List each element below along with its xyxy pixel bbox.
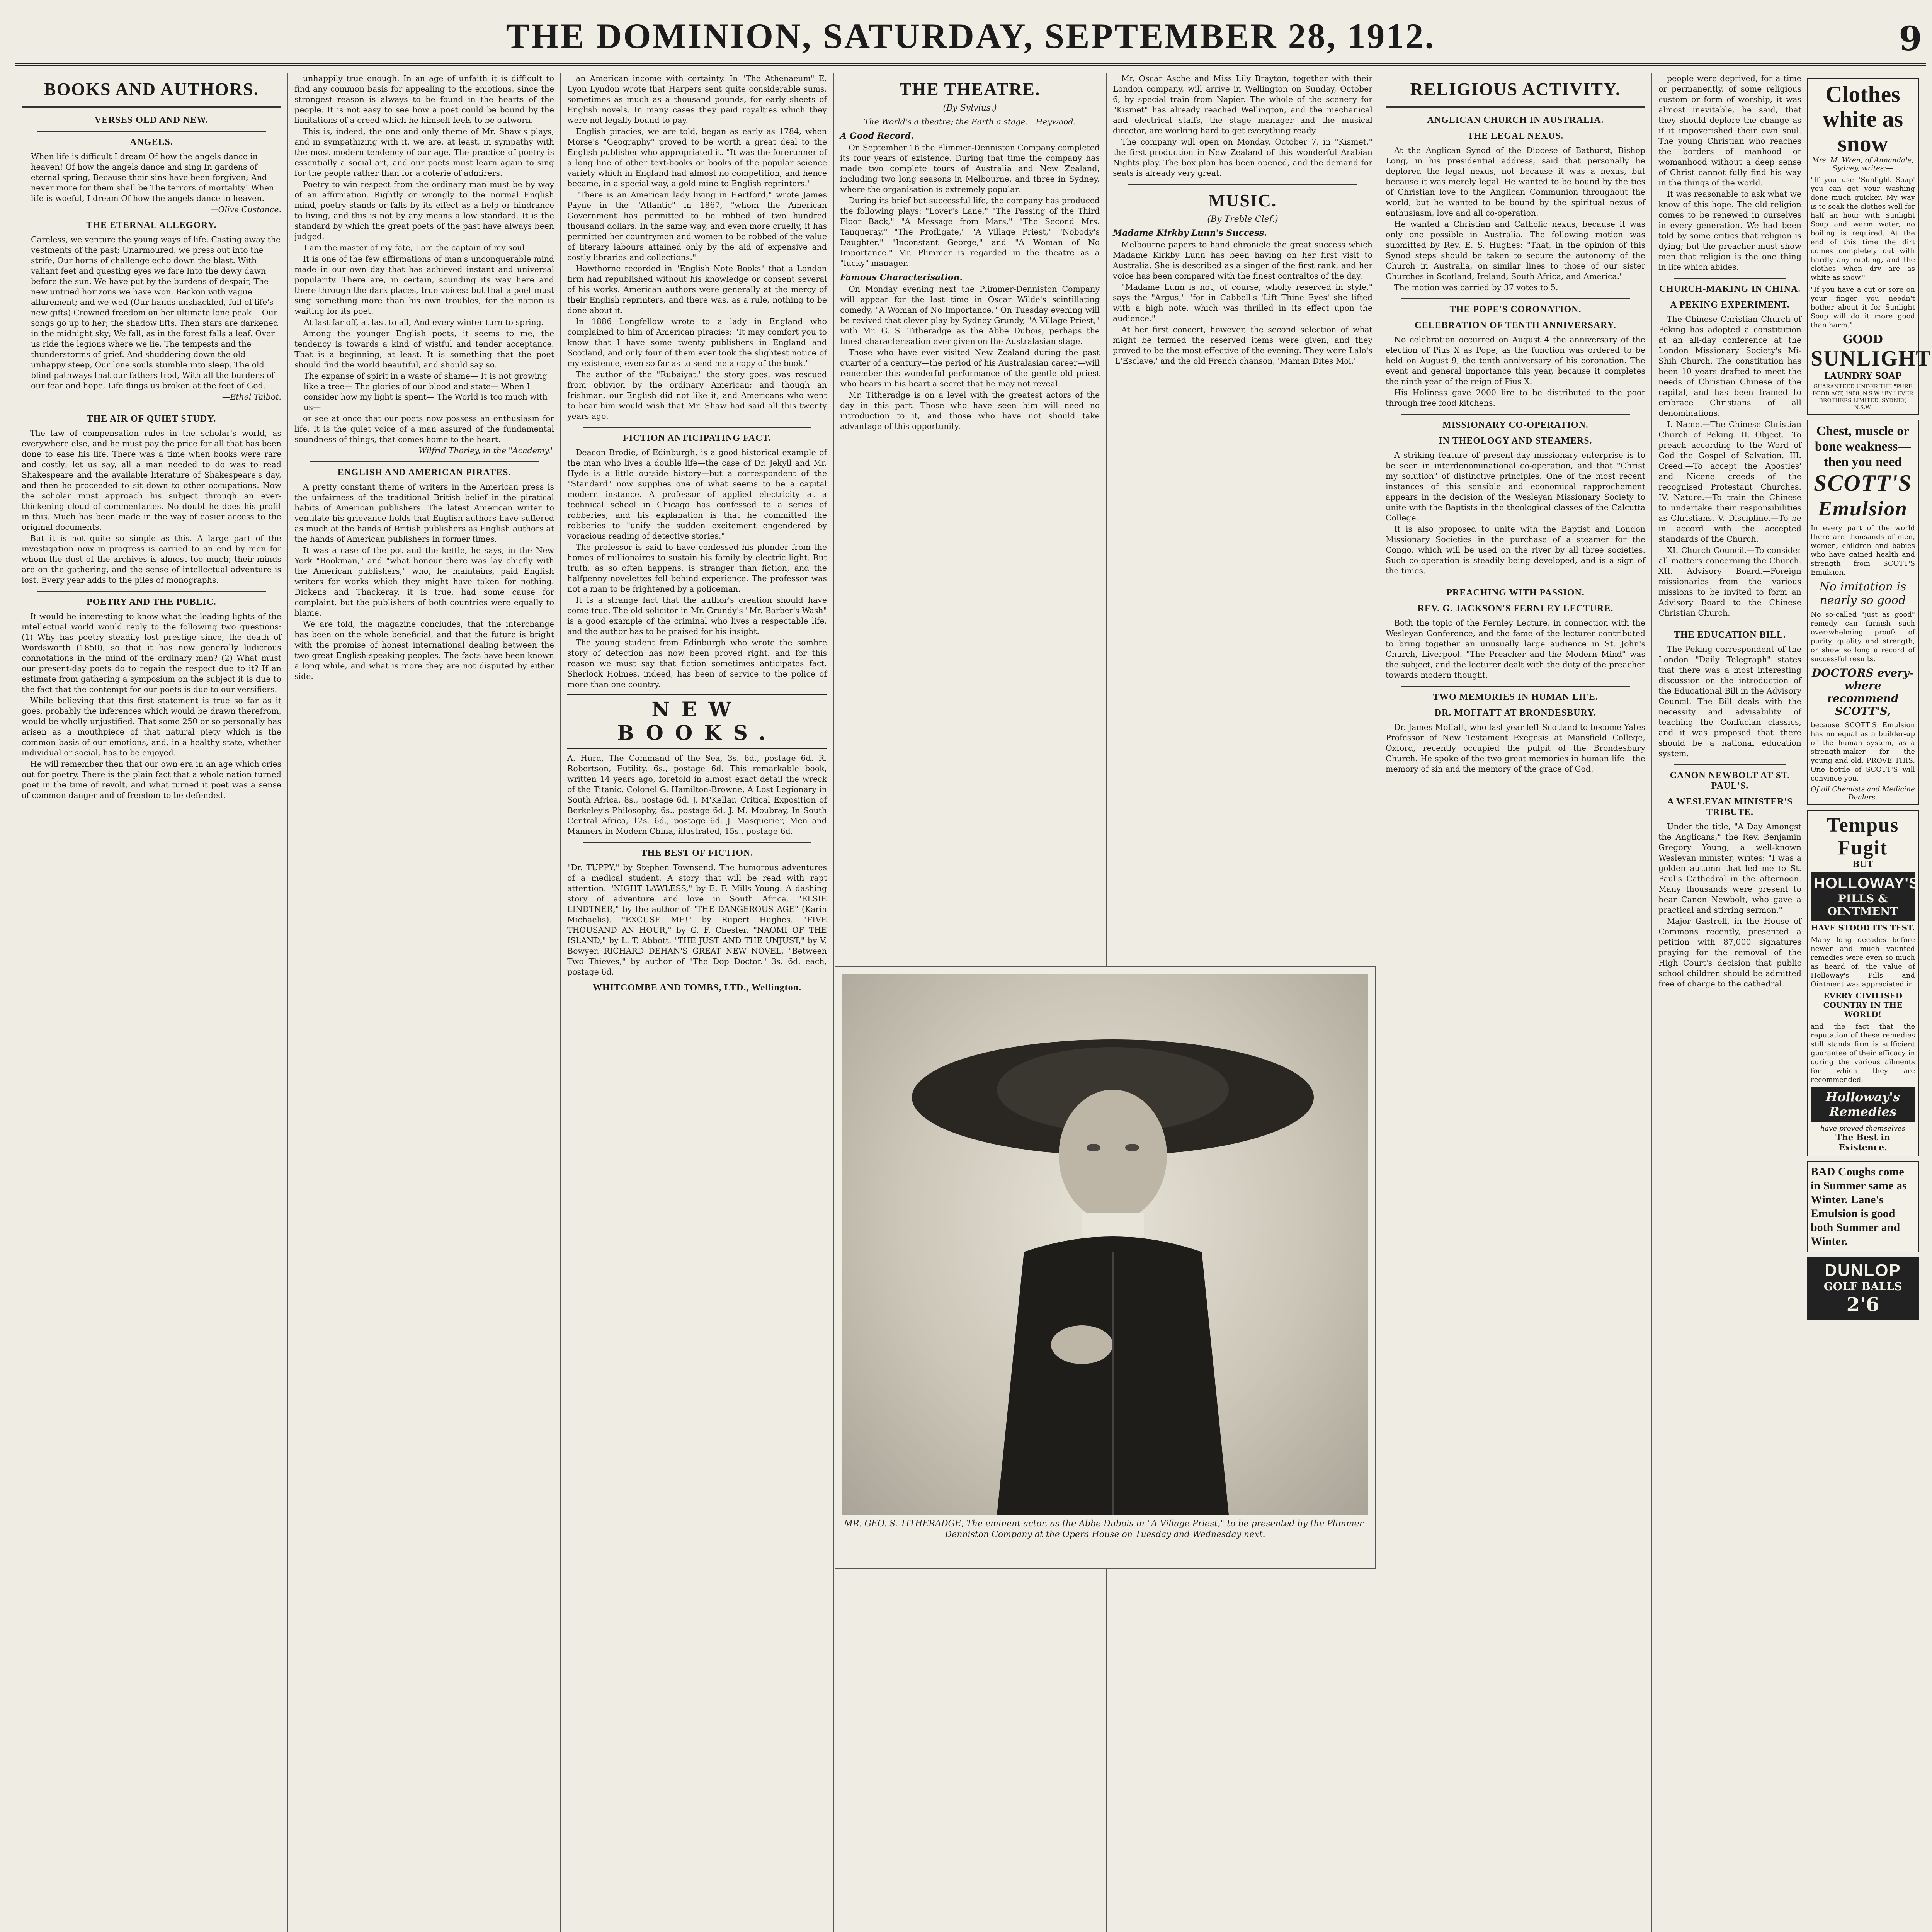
divider bbox=[1128, 184, 1357, 185]
new-books-heading: NEW BOOKS. bbox=[617, 698, 777, 745]
divider bbox=[583, 427, 811, 428]
ad-scotts-doctors: DOCTORS every-where recommend SCOTT'S, bbox=[1812, 667, 1914, 718]
subheading: THE LEGAL NEXUS. bbox=[1467, 131, 1564, 141]
paragraph: The company will open on Monday, October 7, in "Kismet," the first production in New Zealand of this wonderful Arabian Nights play. The box plan has been opened, and the demand for seats is already very great. bbox=[1113, 137, 1372, 178]
ad-scotts bbox=[1807, 420, 1919, 805]
paragraph: We are told, the magazine concludes, that the interchange has been on the whole beneficial, and that the future is bright with the promise of honest international dealing between the two great English-speaking peoples. The facts have been known a long while, and what is more they are not disputed by either side. bbox=[294, 619, 554, 681]
epigraph: The World's a theatre; the Earth a stage.—Heywood. bbox=[864, 117, 1076, 126]
new-books-list: A. Hurd, The Command of the Sea, 3s. 6d., postage 6d. R. Robertson, Futility, 6s., postage 6d. This remarkable book, written 14 years ago, foretold in almost exact detail the wreck of the Titanic. Colonel G. Hamilton-Browne, A Lost Legionary in South Africa, 8s., postage 6d. J. M'Kellar, Critical Exposition of Berkeley's Philosophy, 6s., postage 6d. J. M. Moubray, In South Central Africa, 12s. 6d., postage 6d. J. Masquerier, Men and Manners in Modern China, illustrated, 15s., postage 6d. bbox=[567, 753, 827, 836]
section-heading-religious: RELIGIOUS ACTIVITY. bbox=[1410, 79, 1621, 99]
paragraph: It was a case of the pot and the kettle, he says, in the New York "Bookman," and "what honour there was lay chiefly with the American publishers," who, he maintains, paid English writers for works which they might have taken for nothing. Dickens and Thackeray, it is true, had some cause for complaint, but the publishers of both countries were equally to blame. bbox=[294, 546, 554, 617]
subheading: TWO MEMORIES IN HUMAN LIFE. bbox=[1433, 692, 1598, 702]
paragraph: No celebration occurred on August 4 the anniversary of the election of Pius X as Pope, as the function was ordered to be held on August 9, the tenth anniversary of his coronation. The event and general importance this year, because it completes the ninth year of the reign of Pius X. bbox=[1386, 335, 1645, 386]
ad-lanes-text: BAD Coughs come in Summer same as Winter. Lane's Emulsion is good both Summer and Winter. bbox=[1811, 1165, 1907, 1248]
paragraph: Deacon Brodie, of Edinburgh, is a good historical example of the man who lives a double life—the case of Dr. Jekyll and Mr. Hyde is a little outside history—but a correspondent of the "Standard" now supplies one of what seems to be a capital modern instance. A professor of applied electricity at a technical school in Chicago has confessed to a series of robberies, and his explanation is that he committed the robberies to "unify the sudden excitement engendered by voracious reading of detective stories." bbox=[567, 448, 827, 541]
best-fiction-list: "Dr. TUPPY," by Stephen Townsend. The humorous adventures of a medical student. A story that will be read with rapt attention. "NIGHT LAWLESS," by E. F. Mills Young. A dashing story of adventure and love in South Africa. "ELSIE LINDTNER," by the author of "THE DANGEROUS AGE" (Karin Michaelis). "EXCUSE ME!" by Rupert Hughes. "FIVE THOUSAND AN HOUR," by G. F. Chester. "NAOMI OF THE ISLAND," by L. T. Abbott. "THE JUST AND THE UNJUST," by V. Bowyer. RICHARD DEHAN'S GREAT NEW NOVEL, "Between Two Thieves," by author of "The Dop Doctor." 3s. 6d. each, postage 6d. bbox=[567, 863, 827, 976]
quote-verse: The expanse of spirit in a waste of shame— It is not growing like a tree— The glories of our blood and state— When I consider how my light is spent— The World is too much with us— bbox=[304, 371, 548, 412]
paragraph: A pretty constant theme of writers in the American press is the unfairness of the traditional British belief in the piratical habits of American publishers. The latest American writer to ventilate his grievance holds that English authors have suffered as much at the hands of British publishers as English authors at the hands of American publishers in former times. bbox=[294, 482, 554, 544]
paragraph: On Monday evening next the Plimmer-Denniston Company will appear for the last time in Oscar Wilde's scintillating comedy, "A Woman of No Importance." On Tuesday evening will be revived that clever play by Sydney Grundy, "A Village Priest," with Mr. G. S. Titheradge as the Abbe Dubois, perhaps the finest characterisation ever given on the Australasian stage. bbox=[840, 284, 1100, 346]
paragraph: He wanted a Christian and Catholic nexus, because it was only one possible in Australia. The following motion was submitted by Rev. E. S. Hughes: "That, in the opinion of this Synod steps should be taken to secure the autonomy of the Church in Australia, on similar lines to those of our sister Churches in Scotland, Ireland, South Africa, and America." bbox=[1386, 219, 1645, 281]
subheading: PREACHING WITH PASSION. bbox=[1446, 588, 1585, 598]
paragraph: "Madame Lunn is not, of course, wholly reserved in style," says the "Argus," "for in Cabbell's 'Lift Thine Eyes' she lifted with a high note, which was thrilled in its effect upon the audience." bbox=[1113, 282, 1372, 323]
paragraph: I. Name.—The Chinese Christian Church of Peking. II. Object.—To preach according to the Word of God the Gospel of Salvation. III. Creed.—To accept the Apostles' and Nicene creeds of the recognised Protestant Churches. IV. Nature.—To train the Chinese to undertake their responsibilities as Christians. V. Discipline.—To be in accord with the accepted standards of the Church. bbox=[1658, 420, 1801, 544]
subheading: Madame Kirkby Lunn's Success. bbox=[1113, 228, 1267, 238]
photo-block bbox=[835, 966, 1376, 1569]
ad-clothes-text-2: "If you have a cut or sore on your finger you needn't bother about it for Sunlight Soap will do it more good than harm." bbox=[1811, 286, 1915, 329]
poem-title-allegory: THE ETERNAL ALLEGORY. bbox=[86, 220, 217, 230]
subheading: CELEBRATION OF TENTH ANNIVERSARY. bbox=[1415, 320, 1616, 330]
byline: (By Treble Clef.) bbox=[1207, 214, 1278, 224]
subheading: A WESLEYAN MINISTER'S TRIBUTE. bbox=[1667, 797, 1793, 817]
paragraph: "There is an American lady living in Hertford," wrote James Payne in the "Atlantic" in 1867, "whom the American Government has permitted to be robbed of two hundred thousand dollars. In the same way, and even more cruelly, it has permitted her countrymen and women to be robbed of the value of literary labours attained only by the aid of expensive and costly libraries and collections." bbox=[567, 190, 827, 262]
section-heading-music: MUSIC. bbox=[1208, 190, 1277, 210]
ad-dunlop bbox=[1807, 1257, 1919, 1320]
section-heading-books: BOOKS AND AUTHORS. bbox=[44, 79, 259, 99]
paragraph: unhappily true enough. In an age of unfaith it is difficult to find any common basis for appealing to the emotions, since the strongest reason is always to be found in the hearts of the people. It is not easy to see how a poet could be bound by the limitations of a creed which he himself feels to be outworn. bbox=[294, 74, 554, 125]
quote-verse: I am the master of my fate, I am the captain of my soul. bbox=[304, 243, 527, 252]
ad-lanes bbox=[1807, 1161, 1919, 1252]
paragraph: Hawthorne recorded in "English Note Books" that a London firm had republished without his knowledge or consent several of his works. American authors were generally at the mercy of their English reprinters, and there was, as a rule, nothing to be done about it. bbox=[567, 264, 827, 315]
subheading-quiet-study: THE AIR OF QUIET STUDY. bbox=[87, 414, 216, 424]
paragraph: During its brief but successful life, the company has produced the following plays: "Lover's Lane," "The Passing of the Third Floor Back," "A Message from Mars," "The Second Mrs. Tanqueray," "The Profligate," "A Village Priest," "Nobody's Daughter," "Inconstant George," and "A Woman of No Importance." Mr. Plimmer is regarded in the theatre as a "lucky" manager. bbox=[840, 196, 1100, 268]
subheading: CANON NEWBOLT AT ST. PAUL'S. bbox=[1670, 770, 1790, 791]
ad-holloway-text-2: and the fact that the reputation of these remedies still stands firm is sufficient guarantee of their efficacy in curing the various ailments for which they are recommended. bbox=[1811, 1022, 1915, 1084]
paragraph: In 1886 Longfellow wrote to a lady in England who complained to him of American piracies: "It may comfort you to know that I have some twenty publishers in England and Scotland, and only four of them ever took the slightest notice of my existence, even so far as to send me a copy of the book." bbox=[567, 317, 827, 368]
paragraph: Major Gastrell, in the House of Commons recently, presented a petition with 87,000 signatures praying for the removal of the High Court's decision that public school children should be admitted free of charge to the cathedral. bbox=[1658, 917, 1801, 988]
ad-scotts-dealers: Of all Chemists and Medicine Dealers. bbox=[1811, 785, 1915, 801]
paragraph: This is, indeed, the one and only theme of Mr. Shaw's plays, and in sympathizing with it, we are, at least, in sympathy with the most modern tendency of our age. The practice of poetry is essentially a social art, and our poets must learn again to sing for the people rather than for a coterie of admirers. bbox=[294, 127, 554, 178]
ad-holloway-text: Many long decades before newer and much vaunted remedies were even so much as heard of, the value of Holloway's Pills and Ointment was appreciated in bbox=[1811, 936, 1915, 988]
column-2 bbox=[288, 73, 561, 1932]
subheading: MISSIONARY CO-OPERATION. bbox=[1442, 420, 1588, 430]
divider bbox=[37, 591, 266, 592]
ad-clothes-signature: Mrs. M. Wren, of Annandale, Sydney, writes:— bbox=[1812, 156, 1914, 172]
poem-title-angels: ANGELS. bbox=[130, 137, 173, 147]
ad-scotts-brand: SCOTT'S bbox=[1813, 470, 1912, 496]
poem-allegory: Careless, we venture the young ways of life, Casting away the vestments of the past; Unarmoured, we press out into the strife, Our horns of challenge echo down the blast. With valiant feet and questing eyes we fare Into the dewy dawn before the sun. We have put by the burdens of despair, The new untried horizons we have won. Beckon with vague allurement; and we wed (Our hands unshackled, full of life's new gifts) Crowned freedom on her ultimate lone peak— Our songs go up to her; the shadow lifts. Then stars are darkened in the midnight sky; We fall, as in the forest falls a leaf. Over us ride the legions where we lie, The tempests and the thunderstorms of grief. And shuddering down the old unhappy steep, Our lone souls stumble into sleep. The old blind pathways that our fathers trod, With all the burdens of our fear and hope, Life flings us broken at the feet of God. bbox=[31, 235, 281, 390]
paragraph: The law of compensation rules in the scholar's world, as everywhere else, and he must pay the price for all that has been done to ease his life. There was a time when books were rare and costly; let us say, all a man needed to do was to read Shakespeare and the available literature of Shakespeare's day, and then he proceeded to sit down to other occupations. Now the scholar must approach his subject through an ever-thickening cloud of commentaries. No doubt he does his profit in this. Much has been made in the way of easier access to the original documents. bbox=[22, 429, 281, 532]
subheading: Famous Characterisation. bbox=[840, 272, 963, 282]
publisher-name: WHITCOMBE AND TOMBS, LTD., Wellington. bbox=[593, 983, 801, 993]
paragraph: It is one of the few affirmations of man's unconquerable mind made in our own day that has achieved instant and universal popularity. There are, in certain, sounding its way here and there through the dark places, true voices: but that a poet must sing something more than his own troubles, for the nation is waiting for its poet. bbox=[294, 254, 554, 316]
poem-signature: —Olive Custance. bbox=[210, 205, 281, 214]
ad-holloway-stood: HAVE STOOD ITS TEST. bbox=[1811, 923, 1915, 932]
paragraph: English piracies, we are told, began as early as 1784, when Morse's "Geography" proved to be worth a great deal to the English publisher who appropriated it. "It was the forerunner of a long line of other text-books or books of the popular science variety which in England had almost no competition, and hence became, in a special way, a gold mine to English reprinters." bbox=[567, 127, 827, 188]
subheading: CHURCH-MAKING IN CHINA. bbox=[1659, 284, 1801, 294]
new-books-box bbox=[567, 694, 827, 749]
paragraph: Dr. James Moffatt, who last year left Scotland to become Yates Professor of New Testament Exegesis at Mansfield College, Oxford, recently occupied the pulpit of the Brondesbury Church. He spoke of the two great memories in human life—the memory of sin and the memory of the grace of God. bbox=[1386, 723, 1645, 774]
masthead-title: THE DOMINION, SATURDAY, SEPTEMBER 28, 1912. bbox=[506, 16, 1435, 56]
ad-holloway-brand: HOLLOWAY'S bbox=[1814, 875, 1920, 892]
paragraph: At the Anglican Synod of the Diocese of Bathurst, Bishop Long, in his presidential address, said that personally he deplored the legal nexus, not because it was a nexus, but because it was merely legal. He wanted to be bound by the ties of Christian love to the Anglican Communion throughout the world, but he wanted to be bound by the spiritual nexus of enthusiasm, love and all co-operation. bbox=[1386, 146, 1645, 218]
divider bbox=[37, 131, 266, 132]
paragraph: The motion was carried by 37 votes to 5. bbox=[1394, 283, 1558, 292]
eye-right bbox=[1125, 1144, 1139, 1151]
paragraph: But it is not quite so simple as this. A large part of the investigation now in progress is carried to an end by men for whom the dust of the archives is almost too much; their minds are on the gathering, and the sense of intellectual adventure is lost. Every year adds to the piles of monographs. bbox=[22, 534, 281, 585]
paragraph: The Peking correspondent of the London "Daily Telegraph" states that there was a most interesting discussion on the introduction of the Educational Bill in the Advisory Council. The Bill deals with the necessity and advisability of teaching the Confucian classics, and it was proposed that there should be a national education system. bbox=[1658, 645, 1801, 758]
column-7-text bbox=[1658, 73, 1801, 1932]
portrait-illustration bbox=[842, 974, 1368, 1515]
paragraph: Those who have ever visited New Zealand during the past quarter of a century—the period of his Australasian career—will remember this wonderful performance of the gentle old priest who bears in his heart a secret that he may not reveal. bbox=[840, 348, 1100, 388]
ad-holloway-every: EVERY CIVILISED COUNTRY IN THE WORLD! bbox=[1823, 991, 1903, 1019]
article-signature: —Wilfrid Thorley, in the "Academy." bbox=[410, 446, 554, 455]
photo-caption: MR. GEO. S. TITHERADGE, The eminent actor, as the Abbe Dubois in "A Village Priest," to be presented by the Plimmer-Denniston Company at the Opera House on Tuesday and Wednesday next. bbox=[844, 1519, 1366, 1539]
paragraph: It is a strange fact that the author's creation should have come true. The old solicitor in Mr. Grundy's "Mr. Barber's Wash" is a good example of the criminal who lives a respectable life, and the author has to be praised for his insight. bbox=[567, 595, 827, 636]
paragraph: Poetry to win respect from the ordinary man must be by way of an affirmation. Rightly or wrongly to the normal English mind, poetry stands or falls by its effect as a help or hindrance to living, and this is not by any means a low standard. It is the standard by which the great poets of the past have always been judged. bbox=[294, 180, 554, 241]
paragraph: The young student from Edinburgh who wrote the sombre story of detection has now been proved right, and for this reason we must say that fiction sometimes anticipates fact. Sherlock Holmes, indeed, has been of service to the police of more than one country. bbox=[567, 638, 827, 689]
subheading: THE POPE'S CORONATION. bbox=[1449, 304, 1582, 315]
ad-holloway-heading: Tempus Fugit bbox=[1827, 814, 1899, 859]
subheading: DR. MOFFATT AT BRONDESBURY. bbox=[1434, 708, 1597, 718]
subheading-fiction-fact: FICTION ANTICIPATING FACT. bbox=[623, 433, 771, 443]
subheading-verses: VERSES OLD AND NEW. bbox=[94, 115, 209, 125]
ad-sunlight-guarantee: GUARANTEED UNDER THE "PURE FOOD ACT, 1908, N.S.W." BY LEVER BROTHERS LIMITED, SYDNEY, N.S.W. bbox=[1812, 384, 1913, 411]
face bbox=[1059, 1090, 1167, 1221]
ad-holloways bbox=[1807, 810, 1919, 1156]
ad-clothes-text: "If you use 'Sunlight Soap' you can get your washing done much quicker. My way is to soak the clothes well for half an hour with Sunlight Soap and warm water, no boiling is required. At the end of this time the dirt comes completely out with hardly any rubbing, and the clothes when dry are as white as snow." bbox=[1811, 176, 1915, 282]
paragraph: It was reasonable to ask what we know of this hope. The old religion comes to be renewed in ourselves in every generation. We had been told by some critics that religion is dying; but the preacher must show men that religion is the one thing in life which abides. bbox=[1658, 189, 1801, 272]
subheading: REV. G. JACKSON'S FERNLEY LECTURE. bbox=[1417, 604, 1614, 614]
photo-spacer bbox=[1113, 367, 1372, 993]
subheading: IN THEOLOGY AND STEAMERS. bbox=[1439, 436, 1592, 446]
subheading: A PEKING EXPERIMENT. bbox=[1670, 300, 1790, 310]
column-1 bbox=[15, 73, 288, 1932]
paragraph: It would be interesting to know what the leading lights of the intellectual world would reply to the following two questions: (1) Why has poetry steadily lost prestige since, the death of Wordsworth (1850), so that it has now generally ludicrous connotations in the mind of the ordinary man? (2) What must our present-day poets do to regain the respect due to it? If an estimate from gathering a symposium on the subject it is due to the fact that the contempt for our poets is due to our versifiers. bbox=[22, 612, 281, 694]
paragraph: people were deprived, for a time or permanently, of some religious custom or form of worship, it was almost inevitable, he said, that they should deplore the change as if it impoverished their own soul. The young Christian who reaches the borders of manhood or womanhood without a deep sense of Christ cannot fully find his way in the things of the world. bbox=[1658, 74, 1801, 187]
divider bbox=[1674, 764, 1786, 765]
ad-holloway-proved: have proved themselves bbox=[1820, 1124, 1906, 1133]
ad-scotts-heading: Chest, muscle or bone weakness—then you need bbox=[1815, 424, 1911, 469]
paragraph: His Holiness gave 2000 lire to be distributed to the poor through free food kitchens. bbox=[1386, 388, 1645, 408]
paragraph: He will remember then that our own era in an age which cries out for poetry. There is the plain fact that a whole nation turned poet in the time of revolt, and what turned it poet was a sense of common danger and of freedom to be defended. bbox=[22, 759, 281, 800]
hand bbox=[1051, 1325, 1113, 1364]
paragraph: The Chinese Christian Church of Peking has adopted a constitution at an all-day conference at the London Missionary Society's Mi-Shih Church. The constitution has been 10 years drafted to meet the needs of Christian Chinese of the capital, and has been framed to embrace Christians of all denominations. bbox=[1658, 315, 1801, 418]
ad-sunlight bbox=[1807, 78, 1931, 415]
ad-clothes-heading: Clothes white as snow bbox=[1822, 82, 1903, 156]
subheading: THE EDUCATION BILL. bbox=[1674, 630, 1786, 640]
ad-holloway-remedies-box bbox=[1811, 1087, 1915, 1122]
paragraph: XI. Church Council.—To consider all matters concerning the Church. XII. Advisory Board.—Foreign missionaries from the various missions to be invited to form an Advisory Board to the Chinese Christian Church. bbox=[1658, 546, 1801, 617]
divider bbox=[22, 106, 281, 108]
paragraph: Under the title, "A Day Amongst the Anglicans," the Rev. Benjamin Gregory Young, a well-known Wesleyan minister, writes: "I was a golden autumn that led me to St. Paul's Cathedral in the afternoon. Many thousands were present to hear Canon Newbolt, who gave a practical and stirring sermon." bbox=[1658, 822, 1801, 915]
paragraph: It is also proposed to unite with the Baptist and London Missionary Societies in the purchase of a steamer for the Congo, which will be used on the river by all three societies. Such co-operation is steadily being developed, and is a sign of the times. bbox=[1386, 524, 1645, 575]
ad-scotts-imitation: No imitation is nearly so good bbox=[1819, 580, 1906, 607]
divider bbox=[1401, 298, 1630, 299]
byline: (By Sylvius.) bbox=[943, 103, 997, 113]
paragraph: A striking feature of present-day missionary enterprise is to be seen in interdenominational co-operation, and that "Christ my solution" of distinctive principles. One of the most recent instances of this sensible and economical rapprochement appears in the decision of the Wesleyan Missionary Society to unite with the Baptists in the theological classes of the Calcutta College. bbox=[1386, 451, 1645, 522]
ad-sunlight-brand: SUNLIGHT bbox=[1811, 347, 1931, 371]
paragraph: or see at once that our poets now possess an enthusiasm for life. It is the quiet voice of a man assured of the fundamental soundness of things, that comes home to the heart. bbox=[294, 414, 554, 444]
ad-dunlop-brand: DUNLOP bbox=[1825, 1261, 1901, 1280]
quote-verse: At last far off, at last to all, And every winter turn to spring. bbox=[304, 318, 544, 327]
page-number: 9 bbox=[1899, 19, 1922, 58]
eye-left bbox=[1087, 1144, 1100, 1151]
photo-spacer bbox=[840, 432, 1100, 1058]
divider bbox=[1401, 414, 1630, 415]
paragraph: an American income with certainty. In "The Athenaeum" E. Lyon Lyndon wrote that Harpers sent quite considerable sums, sometimes as much as a thousand pounds, for early sheets of English novels. In many cases they paid royalties which they were not legally bound to pay. bbox=[567, 74, 827, 125]
ads-strip bbox=[1807, 73, 1931, 1932]
paragraph: Among the younger English poets, it seems to me, the tendency is towards a kind of wistful and tender acceptance. That is a beginning, at least. It is something that the poet should find the world beautiful, and should say so. bbox=[294, 329, 554, 369]
ad-holloway-brand-2: PILLS & OINTMENT bbox=[1827, 892, 1898, 918]
ad-scotts-brand-2: Emulsion bbox=[1818, 497, 1908, 520]
column-6 bbox=[1379, 73, 1652, 1932]
divider bbox=[310, 461, 539, 462]
ad-sunlight-good: GOOD bbox=[1843, 333, 1883, 346]
ad-holloway-best: The Best in Existence. bbox=[1835, 1133, 1890, 1153]
paragraph: Both the topic of the Fernley Lecture, in connection with the Wesleyan Conference, and the fame of the lecturer contributed to bring together an unusually large audience in St. John's Church, Liverpool. "The Preacher and the Modern Mind" was the subject, and the lecturer dealt with the duty of the preacher towards modern thought. bbox=[1386, 618, 1645, 680]
divider bbox=[1401, 686, 1630, 687]
ad-dunlop-price: 2'6 bbox=[1846, 1293, 1879, 1316]
subheading-poetry-public: POETRY AND THE PUBLIC. bbox=[87, 597, 216, 607]
best-fiction-heading: THE BEST OF FICTION. bbox=[641, 848, 753, 858]
paragraph: At her first concert, however, the second selection of what might be termed the reserved items were given, and they proved to be the most effective of the evening. They were Lalo's 'L'Esclave,' and the old French chanson, 'Maman Dites Moi.' bbox=[1113, 325, 1372, 366]
poem-signature: —Ethel Talbot. bbox=[222, 392, 281, 401]
subheading-pirates: ENGLISH AND AMERICAN PIRATES. bbox=[337, 468, 511, 478]
paragraph: Melbourne papers to hand chronicle the great success which Madame Kirkby Lunn has been having on her first visit to Australia. She is described as a singer of the first rank, and her voice has been compared with the finest contraltos of the day. bbox=[1113, 240, 1372, 281]
paragraph: On September 16 the Plimmer-Denniston Company completed its four years of existence. During that time the company has made two complete tours of Australia and New Zealand, including two long seasons in Melbourne, and three in Sydney, where the organisation is extremely popular. bbox=[840, 143, 1100, 194]
ad-scotts-text: In every part of the world there are thousands of men, women, children and babies who have gained health and strength from SCOTT'S Emulsion. bbox=[1811, 524, 1915, 577]
portrait-photo bbox=[842, 974, 1368, 1515]
paragraph: Mr. Titheradge is on a level with the greatest actors of the day in this part. Those who have seen him will need no introduction to it, and those who have not should take advantage of this opportunity. bbox=[840, 390, 1100, 431]
ad-dunlop-sub: GOLF BALLS bbox=[1823, 1280, 1902, 1293]
collar bbox=[1082, 1213, 1144, 1236]
column-3 bbox=[561, 73, 834, 1932]
section-heading-theatre: THE THEATRE. bbox=[899, 79, 1041, 99]
ad-scotts-text-2: No so-called "just as good" remedy can furnish such over-whelming proofs of purity, quality and strength, or show so long a record of successful results. bbox=[1811, 611, 1915, 663]
divider bbox=[1386, 106, 1645, 108]
subheading: A Good Record. bbox=[840, 131, 914, 141]
masthead bbox=[15, 8, 1926, 66]
ad-sunlight-sub: LAUNDRY SOAP bbox=[1824, 371, 1902, 381]
ad-holloway-but: BUT bbox=[1852, 859, 1874, 869]
paragraph: The professor is said to have confessed his plunder from the homes of millionaires to sustain his family by electric light. But truth, as so often happens, is stranger than fiction, and the halfpenny novelettes fell behind experience. The professor was not a man to be frightened by a policeman. bbox=[567, 543, 827, 594]
paragraph: While believing that this first statement is true so far as it goes, probably the inferences which would be drawn therefrom, would be wholly unjustified. That some 250 or so personally has arisen as a mouthpiece of that natural piety which is the common basis of our emotions, and, in a healthy state, whether individual or social, has to be enjoyed. bbox=[22, 696, 281, 757]
ad-scotts-text-3: because SCOTT'S Emulsion has no equal as a builder-up of the human system, as a strength-maker for the young and old. PROVE THIS. One bottle of SCOTT'S will convince you. bbox=[1811, 721, 1915, 782]
column-7 bbox=[1652, 73, 1931, 1932]
ad-holloway-remedies: Holloway's Remedies bbox=[1826, 1090, 1900, 1119]
divider bbox=[583, 842, 811, 843]
paragraph: Mr. Oscar Asche and Miss Lily Brayton, together with their London company, will arrive in Wellington on Sunday, October 6, by special train from Napier. The whole of the scenery for "Kismet" has already reached Wellington, and the mechanical and electrical staffs, the stage manager and the musical director, are working hard to get everything ready. bbox=[1113, 74, 1372, 135]
subheading: ANGLICAN CHURCH IN AUSTRALIA. bbox=[1427, 115, 1604, 125]
poem-angels: When life is difficult I dream Of how the angels dance in heaven! Of how the angels dance and sing In gardens of eternal spring, Because their sins have been forgiven; And never more for them shall be The terrors of mortality! When life is woeful, I dream Of how the angels dance in heaven. bbox=[31, 152, 274, 203]
paragraph: The author of the "Rubaiyat," the story goes, was rescued from oblivion by the ordinary American; and though an Irishman, our English did not like it, and Americans who went to hear him would wish that Mr. Shaw had said all this twenty years ago. bbox=[567, 370, 827, 421]
divider bbox=[1674, 278, 1786, 279]
ad-holloway-brand-box bbox=[1811, 872, 1920, 921]
